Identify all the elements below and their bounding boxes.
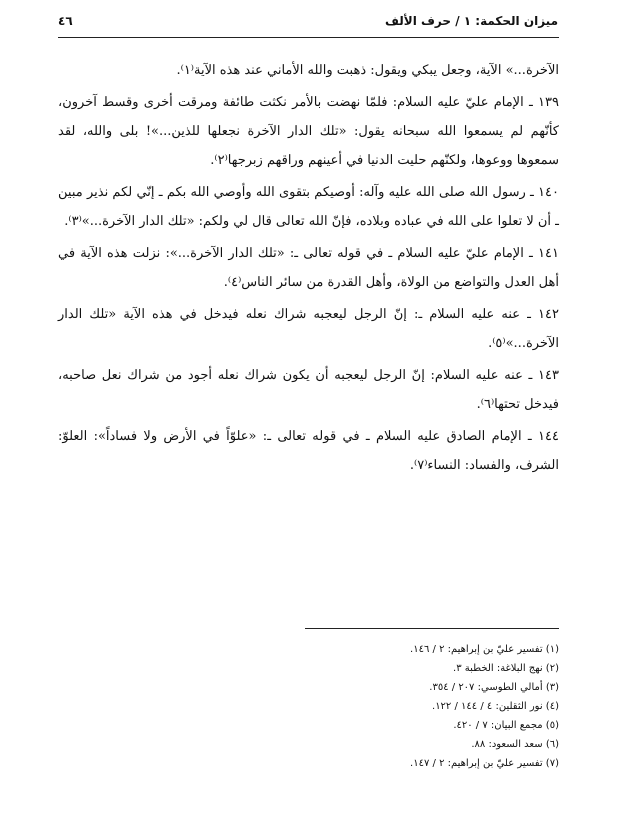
hadith-144: ١٤٤ ـ الإمام الصادق عليه السلام ـ في قوله تعالى ـ: «علوّاً في الأرض ولا فساداً»: العلوّ: الشرف، والفساد: النساء⁽٧⁾. — [58, 429, 559, 473]
footnote-4: (٤) نور الثقلين: ٤ / ١٤٤ / ١٢٢. — [432, 701, 559, 712]
paragraph-continuation: الآخرة...» الآية، وجعل يبكي ويقول: ذهبت والله الأماني عند هذه الآية⁽١⁾. — [176, 63, 559, 78]
footnote-1: (١) تفسير عليّ بن إبراهيم: ٢ / ١٤٦. — [410, 644, 559, 655]
hadith-141: ١٤١ ـ الإمام عليّ عليه السلام ـ في قوله تعالى ـ: «تلك الدار الآخرة...»: نزلت هذه الآية في أهل العدل والتواضع من الولاة، وأهل القدرة من سائر الناس⁽٤⁾. — [58, 246, 559, 290]
hadith-140: ١٤٠ ـ رسول الله صلى الله عليه وآله: أوصيكم بتقوى الله وأوصي الله بكم ـ إنّي لكم نذير مبين ـ أن لا تعلوا على الله في عباده وبلاده، فإنّ الله تعالى قال لي ولكم: «تلك الدار الآخرة...»⁽٣⁾. — [58, 185, 559, 229]
main-text — [58, 56, 559, 480]
footnote-2: (٢) نهج البلاغة: الخطبة ٣. — [453, 663, 559, 674]
header-divider — [58, 37, 559, 38]
page-number: ٤٦ — [58, 14, 73, 28]
footnote-5: (٥) مجمع البيان: ٧ / ٤٢٠. — [453, 720, 559, 731]
footnote-7: (٧) تفسير عليّ بن إبراهيم: ٢ / ١٤٧. — [410, 758, 559, 769]
hadith-143: ١٤٣ ـ عنه عليه السلام: إنّ الرجل ليعجبه أن يكون شراك نعله أجود من شراك نعل صاحبه، فيدخل تحتها⁽٦⁾. — [58, 368, 559, 412]
hadith-139: ١٣٩ ـ الإمام عليّ عليه السلام: فلمّا نهضت بالأمر نكثت طائفة ومرقت أخرى وقسط آخرون، كأنّهم لم يسمعوا الله سبحانه يقول: «تلك الدار الآخرة نجعلها للذين...»! بلى والله، لقد سمعوها ووعوها، ولكنّهم حليت الدنيا في أعينهم وراقهم زبرجها⁽٢⁾. — [58, 95, 559, 168]
running-title: ميزان الحكمة: ١ / حرف الألف — [384, 14, 558, 28]
footnote-6: (٦) سعد السعود: ٨٨. — [471, 739, 559, 750]
footnote-3: (٣) أمالي الطوسي: ٢٠٧ / ٣٥٤. — [429, 682, 559, 693]
hadith-142: ١٤٢ ـ عنه عليه السلام ـ: إنّ الرجل ليعجبه شراك نعله فيدخل في هذه الآية «تلك الدار الآخرة...»⁽٥⁾. — [58, 307, 559, 351]
footnote-divider — [305, 628, 559, 629]
footnotes — [58, 640, 559, 773]
page-header — [58, 12, 558, 34]
